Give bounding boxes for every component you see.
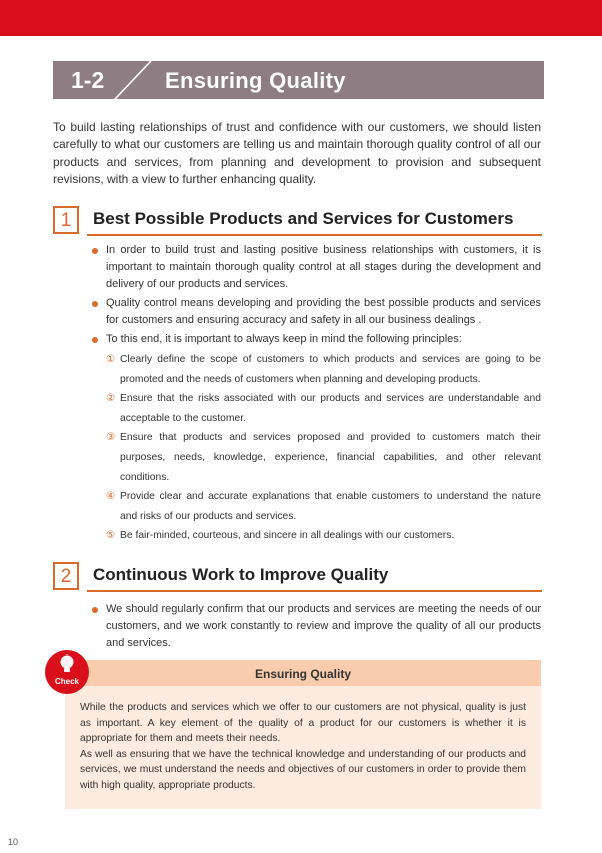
section-underline [87, 234, 542, 236]
section-underline [87, 590, 542, 592]
principle-text: Ensure that the risks associated with our products and services are understandable and acceptable to the customer. [120, 393, 541, 424]
bullet-item: We should regularly confirm that our products and services are meeting the needs of our customers, and we work constantly to review and improve the quality of all our products and services. [90, 601, 541, 652]
principle-number: ⑤ [106, 530, 116, 542]
check-badge-label: Check [54, 677, 79, 686]
check-callout-body [80, 700, 526, 793]
page-title: Ensuring Quality [165, 68, 346, 93]
check-paragraph: As well as ensuring that we have the technical knowledge and understanding of our products and services, we must understand the needs and objectives of our customers in order to provide them with high quality, appropriate products. [80, 748, 526, 791]
principle-number: ② [106, 393, 116, 405]
section-number: 1-2 [71, 67, 105, 93]
top-brand-bar [0, 0, 602, 36]
principle-text: Ensure that products and services proposed and provided to customers match their purposes, needs, knowledge, experience, financial capabilities, and other relevant conditions. [120, 432, 541, 483]
bullet-item: In order to build trust and lasting positive business relationships with customers, it is important to maintain thorough quality control at all stages during the development and delivery of our products and services. [90, 242, 541, 293]
principle-number: ① [106, 354, 116, 365]
principle-item [106, 487, 541, 526]
section-title: Continuous Work to Improve Quality [93, 565, 389, 584]
section-2-bullets [90, 601, 541, 654]
principle-item [106, 428, 541, 487]
check-badge [45, 650, 89, 694]
lightbulb-icon [58, 654, 76, 676]
intro-paragraph: To build lasting relationships of trust and confidence with our customers, we should listen carefully to what our customers are telling us and maintain thorough quality control of all our products and services, from planning and development to provision and subsequent revisions, with a view to further enhancing quality. [53, 120, 541, 187]
section-number-badge: 1 [53, 206, 79, 234]
page-title-banner [53, 61, 544, 99]
bullet-item: Quality control means developing and providing the best possible products and services for customers and ensuring accuracy and safety in all our business dealings . [90, 295, 541, 329]
principle-number: ③ [106, 432, 116, 444]
principles-list [106, 350, 541, 546]
principle-text: Be fair-minded, courteous, and sincere in all dealings with our customers. [120, 530, 455, 542]
section-1-bullets [90, 242, 541, 546]
principle-item [106, 389, 541, 428]
slash-divider-icon [111, 61, 155, 99]
principle-item [106, 526, 541, 546]
principle-number: ④ [106, 491, 116, 503]
principle-text: Clearly define the scope of customers to which products and services are going to be promoted and the needs of customers when planning and developing products. [120, 354, 541, 385]
principle-text: Provide clear and accurate explanations that enable customers to understand the nature and risks of our products and services. [120, 491, 541, 522]
check-paragraph: While the products and services which we offer to our customers are not physical, quality is just as important. A key element of the quality of a product for our customers is whether it is appropriate for them and meets their needs. [80, 702, 526, 744]
check-callout-box [65, 660, 541, 809]
check-callout-title: Ensuring Quality [65, 660, 541, 686]
page-number: 10 [8, 837, 19, 847]
section-number-badge: 2 [53, 562, 79, 590]
section-title: Best Possible Products and Services for Customers [93, 209, 514, 228]
principle-item [106, 350, 541, 389]
bullet-item: To this end, it is important to always keep in mind the following principles: [90, 331, 541, 348]
